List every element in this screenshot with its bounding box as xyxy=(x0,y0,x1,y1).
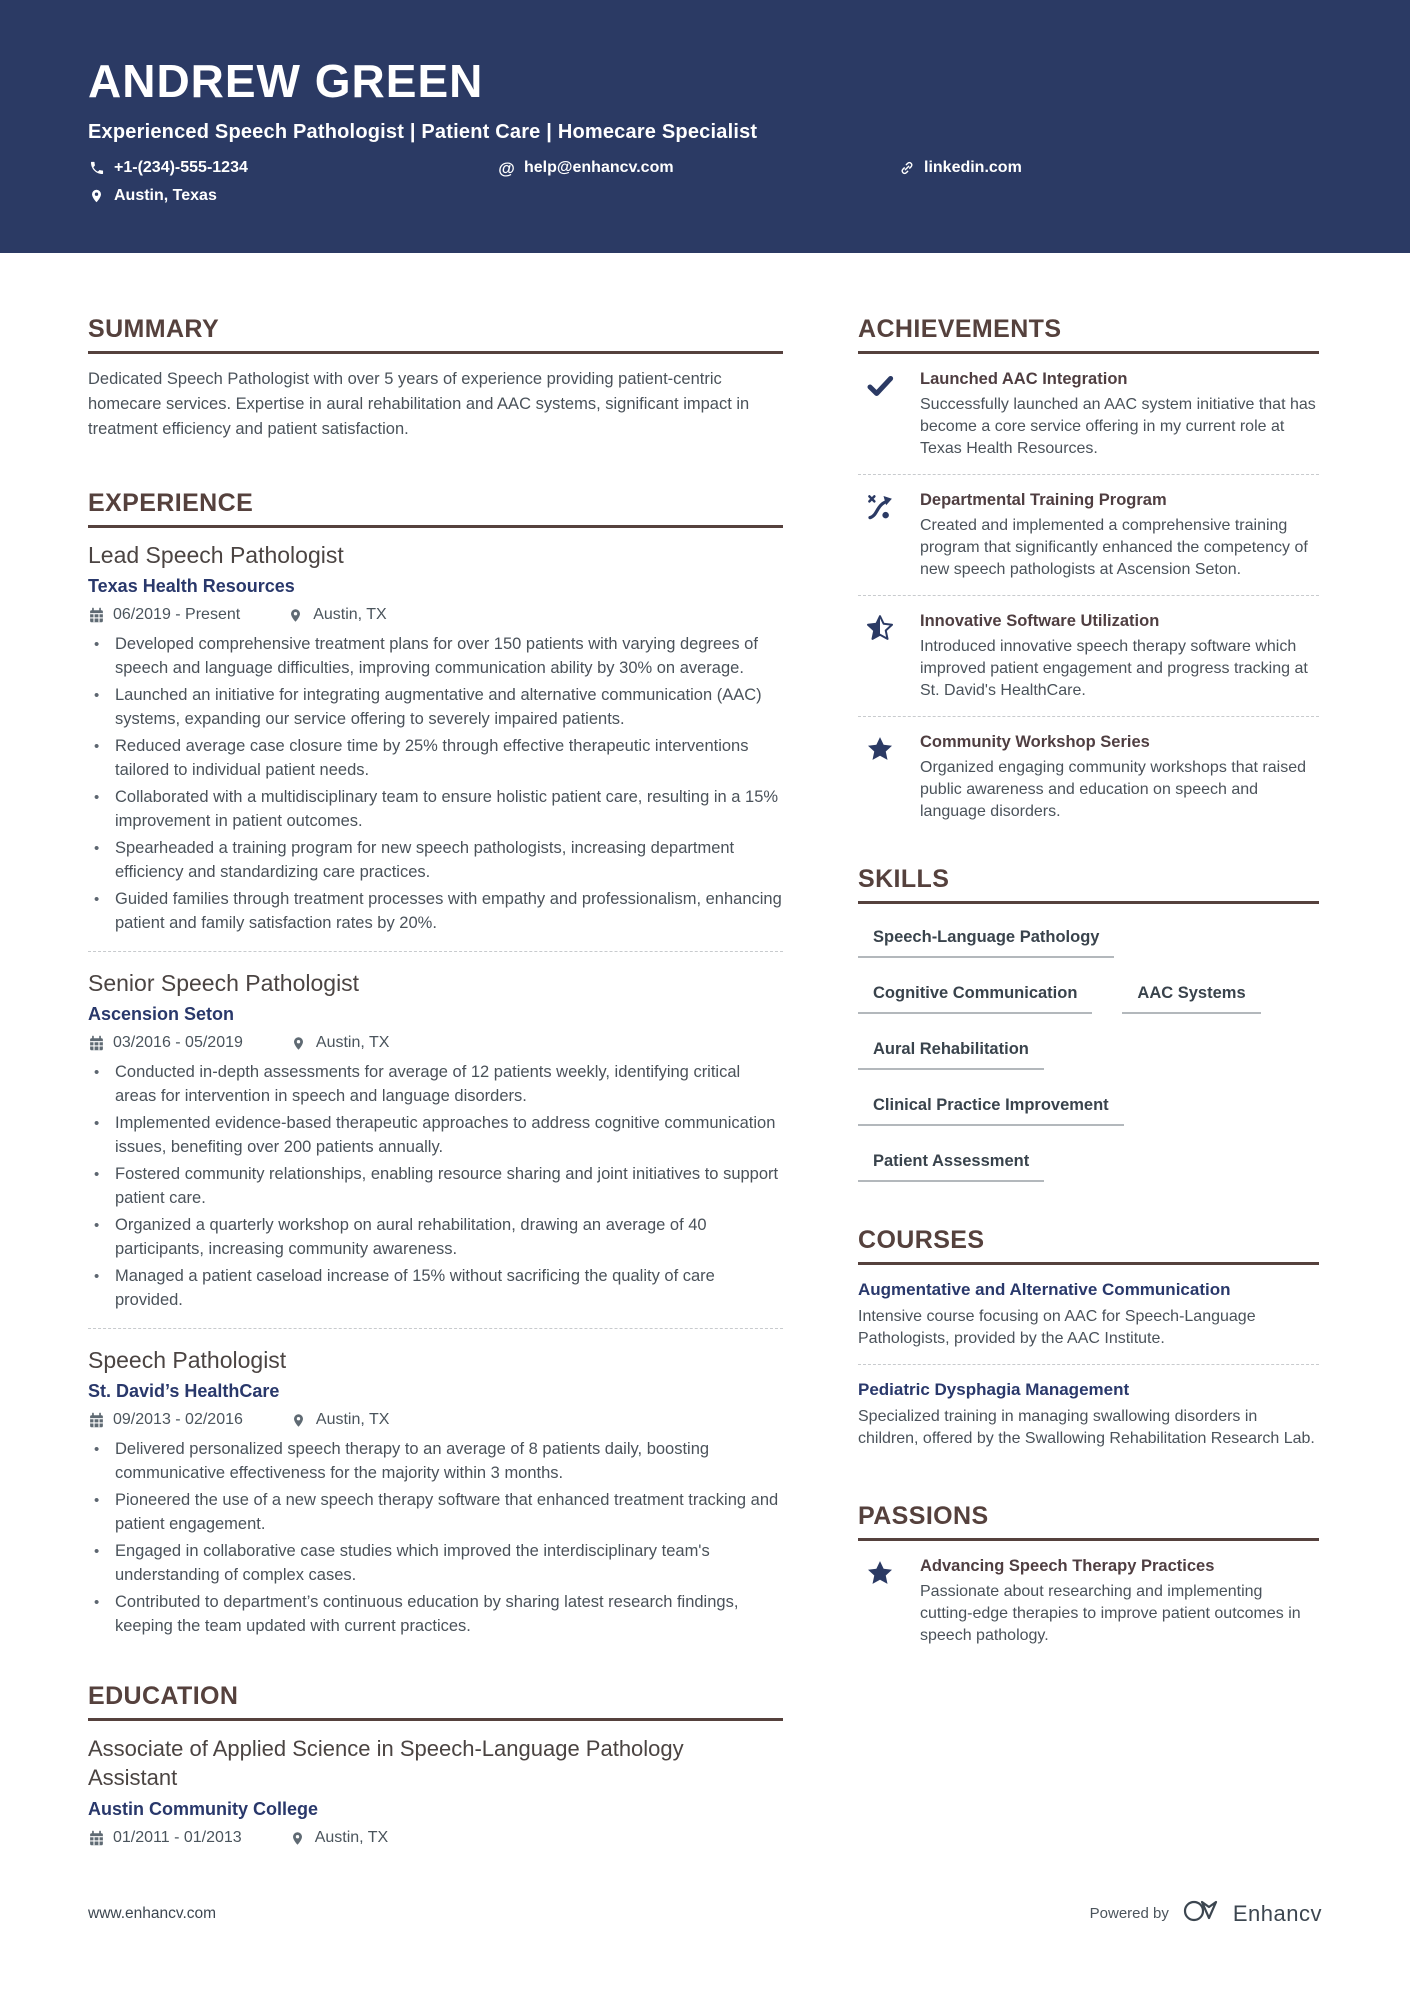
enhancv-brand-text: Enhancv xyxy=(1232,1900,1322,1926)
job-meta xyxy=(88,1034,783,1052)
passions-section xyxy=(858,1502,1319,1647)
star-icon xyxy=(858,732,920,823)
job-meta xyxy=(88,606,783,624)
skill-tag: Patient Assessment xyxy=(858,1152,1044,1182)
bullet-item: • Organized a quarterly workshop on aural rehabilitation, drawing an average of 40 participants, increasing community awareness. xyxy=(88,1214,783,1261)
experience-section xyxy=(88,489,783,1638)
degree-title: Associate of Applied Science in Speech-Language Pathology Assistant xyxy=(88,1736,684,1790)
achievement-separator xyxy=(858,716,1319,717)
job-separator xyxy=(88,951,783,952)
job-location-text: Austin, TX xyxy=(315,1034,390,1051)
job-company: Texas Health Resources xyxy=(88,576,295,596)
achievements-heading: ACHIEVEMENTS xyxy=(858,315,1319,354)
job-company: St. David’s HealthCare xyxy=(88,1381,280,1401)
pin-icon xyxy=(291,1035,308,1052)
skill-tag: Clinical Practice Improvement xyxy=(858,1096,1124,1126)
job-bullets xyxy=(88,1061,783,1312)
link-contact xyxy=(898,159,1022,177)
education-heading: EDUCATION xyxy=(88,1682,783,1721)
job-location-text: Austin, TX xyxy=(313,606,387,623)
contact-row xyxy=(88,159,1322,177)
email-address[interactable]: help@enhancv.com xyxy=(524,159,674,176)
course-description: Specialized training in managing swallowing disorders in children, offered by the Swallowing Rehabilitation Research Lab. xyxy=(858,1408,1315,1447)
course-description: Intensive course focusing on AAC for Speech-Language Pathologists, provided by the AAC Institute. xyxy=(858,1308,1256,1347)
achievement-body xyxy=(920,369,1319,460)
achievement-description: Introduced innovative speech therapy software which improved patient engagement and progress tracking at St. David's HealthCare. xyxy=(920,638,1308,699)
skill-row xyxy=(858,1152,1319,1182)
headline: Experienced Speech Pathologist | Patient Care | Homecare Specialist xyxy=(88,121,758,143)
right-column xyxy=(858,253,1319,1847)
pin-icon xyxy=(290,1830,307,1847)
passion-title: Advancing Speech Therapy Practices xyxy=(920,1557,1215,1575)
calendar-icon xyxy=(88,1035,105,1052)
bullet-item: • Guided families through treatment processes with empathy and professionalism, enhancing patient and family satisfaction rates by 20%. xyxy=(88,888,783,935)
job-dates-text: 06/2019 - Present xyxy=(113,606,241,623)
star-icon xyxy=(858,1556,920,1647)
achievement-title: Community Workshop Series xyxy=(920,733,1150,751)
job-entry xyxy=(88,1333,783,1638)
job-location xyxy=(291,1034,390,1052)
bullet-item: • Managed a patient caseload increase of 15% without sacrificing the quality of care provided. xyxy=(88,1265,783,1312)
bullet-item: • Launched an initiative for integrating augmentative and alternative communication (AAC) systems, expanding our service offering to severely impaired patients. xyxy=(88,684,783,731)
skill-row xyxy=(858,1040,1319,1070)
education-location xyxy=(290,1829,389,1847)
powered-by-label: Powered by xyxy=(1089,1905,1169,1922)
phone-contact xyxy=(88,159,498,177)
education-meta xyxy=(88,1829,783,1847)
passions-heading: PASSIONS xyxy=(858,1502,1319,1541)
bullet-item: • Implemented evidence-based therapeutic approaches to address cognitive communication issues, benefiting over 200 patients annually. xyxy=(88,1112,783,1159)
course-item xyxy=(858,1365,1319,1450)
linkedin-link[interactable]: linkedin.com xyxy=(924,159,1022,176)
bullet-item: • Engaged in collaborative case studies which improved the interdisciplinary team's understanding of complex cases. xyxy=(88,1540,783,1587)
job-dates-text: 03/2016 - 05/2019 xyxy=(113,1034,243,1051)
job-dates xyxy=(88,1411,243,1429)
education-section xyxy=(88,1682,783,1847)
location-icon xyxy=(88,188,105,205)
skill-row xyxy=(858,928,1319,958)
phone-icon xyxy=(88,160,105,177)
job-company: Ascension Seton xyxy=(88,1004,235,1024)
job-bullets xyxy=(88,633,783,935)
skill-row xyxy=(858,984,1319,1014)
skill-tag: AAC Systems xyxy=(1122,984,1260,1014)
location-text: Austin, Texas xyxy=(114,187,217,204)
job-dates xyxy=(88,606,240,624)
achievement-description: Organized engaging community workshops that raised public awareness and education on speech and language disorders. xyxy=(920,759,1306,820)
calendar-icon xyxy=(88,1830,105,1847)
bullet-item: • Collaborated with a multidisciplinary team to ensure holistic patient care, resulting in a 15% improvement in patient outcomes. xyxy=(88,786,783,833)
skill-tag: Aural Rehabilitation xyxy=(858,1040,1044,1070)
calendar-icon xyxy=(88,607,105,624)
job-meta xyxy=(88,1411,783,1429)
bullet-item: • Delivered personalized speech therapy to an average of 8 patients daily, boosting communicative effectiveness for the majority within 3 months. xyxy=(88,1438,783,1485)
achievement-separator xyxy=(858,595,1319,596)
location-row xyxy=(88,187,1322,205)
achievement-body xyxy=(920,490,1319,581)
course-title: Pediatric Dysphagia Management xyxy=(858,1380,1130,1399)
experience-heading: EXPERIENCE xyxy=(88,489,783,528)
bullet-item: • Contributed to department’s continuous education by sharing latest research findings, keeping the team updated with current practices. xyxy=(88,1591,783,1638)
calendar-icon xyxy=(88,1412,105,1429)
job-title: Senior Speech Pathologist xyxy=(88,970,360,996)
enhancv-logo-icon xyxy=(1183,1898,1225,1929)
footer xyxy=(0,1898,1410,1929)
website-link[interactable]: www.enhancv.com xyxy=(88,1904,217,1922)
job-bullets xyxy=(88,1438,783,1638)
job-title: Lead Speech Pathologist xyxy=(88,542,344,568)
job-dates-text: 09/2013 - 02/2016 xyxy=(113,1411,243,1428)
skills-section xyxy=(858,865,1319,1182)
achievement-description: Created and implemented a comprehensive training program that significantly enhanced the competency of new speech pathologists at Ascension Seton. xyxy=(920,517,1308,578)
skill-tag: Speech-Language Pathology xyxy=(858,928,1114,958)
passion-item xyxy=(858,1556,1319,1647)
achievements-section xyxy=(858,315,1319,823)
check-icon xyxy=(858,369,920,460)
course-title: Augmentative and Alternative Communication xyxy=(858,1280,1231,1299)
bullet-item: • Fostered community relationships, enabling resource sharing and joint initiatives to support patient care. xyxy=(88,1163,783,1210)
achievement-item xyxy=(858,369,1319,460)
bullet-item: • Reduced average case closure time by 25% through effective therapeutic interventions tailored to individual patient needs. xyxy=(88,735,783,782)
achievement-body xyxy=(920,611,1319,702)
job-location xyxy=(291,1411,390,1429)
email-contact xyxy=(498,159,898,177)
passion-body xyxy=(920,1556,1319,1647)
bullet-item: • Developed comprehensive treatment plans for over 150 patients with varying degrees of speech and language difficulties, improving communication ability by 30% on average. xyxy=(88,633,783,680)
bullet-item: • Conducted in-depth assessments for average of 12 patients weekly, identifying critical areas for intervention in speech and language disorders. xyxy=(88,1061,783,1108)
body-columns xyxy=(0,253,1410,1847)
achievement-item xyxy=(858,611,1319,702)
at-icon: @ xyxy=(498,158,515,178)
job-entry xyxy=(88,528,783,935)
school-name: Austin Community College xyxy=(88,1799,319,1819)
header xyxy=(0,0,1410,253)
job-location xyxy=(288,606,387,624)
achievement-item xyxy=(858,490,1319,581)
half-star-icon xyxy=(858,611,920,702)
courses-section xyxy=(858,1226,1319,1450)
person-name: ANDREW GREEN xyxy=(88,55,484,107)
job-location-text: Austin, TX xyxy=(315,1411,390,1428)
link-icon xyxy=(898,160,915,177)
skill-rows xyxy=(858,928,1319,1182)
phone-number[interactable]: +1-(234)-555-1234 xyxy=(114,159,248,176)
education-location-text: Austin, TX xyxy=(314,1829,389,1846)
location-contact xyxy=(88,187,217,205)
education-dates-text: 01/2011 - 01/2013 xyxy=(113,1829,242,1846)
job-title: Speech Pathologist xyxy=(88,1347,287,1373)
achievement-title: Innovative Software Utilization xyxy=(920,612,1160,630)
bullet-item: • Pioneered the use of a new speech therapy software that enhanced treatment tracking and patient engagement. xyxy=(88,1489,783,1536)
strategy-arrow-icon xyxy=(858,490,920,581)
achievement-title: Launched AAC Integration xyxy=(920,370,1128,388)
skill-row xyxy=(858,1096,1319,1126)
education-dates xyxy=(88,1829,242,1847)
achievement-item xyxy=(858,732,1319,823)
achievement-body xyxy=(920,732,1319,823)
achievement-description: Successfully launched an AAC system initiative that has become a core service offering in my current role at Texas Health Resources. xyxy=(920,396,1316,457)
skill-tag: Cognitive Communication xyxy=(858,984,1092,1014)
job-entry xyxy=(88,956,783,1312)
enhancv-brand[interactable] xyxy=(1183,1898,1322,1929)
left-column xyxy=(88,253,783,1847)
summary-text: Dedicated Speech Pathologist with over 5 years of experience providing patient-centric homecare services. Expertise in aural rehabilitation and AAC systems, significant impact in treatment efficiency and patient satisfaction. xyxy=(88,370,750,438)
job-separator xyxy=(88,1328,783,1329)
achievement-title: Departmental Training Program xyxy=(920,491,1167,509)
pin-icon xyxy=(291,1412,308,1429)
powered-by xyxy=(1090,1898,1322,1929)
summary-heading: SUMMARY xyxy=(88,315,783,354)
passion-description: Passionate about researching and implementing cutting-edge therapies to improve patient outcomes in speech pathology. xyxy=(920,1583,1301,1644)
pin-icon xyxy=(288,607,305,624)
course-item xyxy=(858,1265,1319,1350)
skills-heading: SKILLS xyxy=(858,865,1319,904)
summary-section xyxy=(88,315,783,442)
bullet-item: • Spearheaded a training program for new speech pathologists, increasing department efficiency and standardizing care practices. xyxy=(88,837,783,884)
courses-heading: COURSES xyxy=(858,1226,1319,1265)
job-dates xyxy=(88,1034,243,1052)
achievement-separator xyxy=(858,474,1319,475)
